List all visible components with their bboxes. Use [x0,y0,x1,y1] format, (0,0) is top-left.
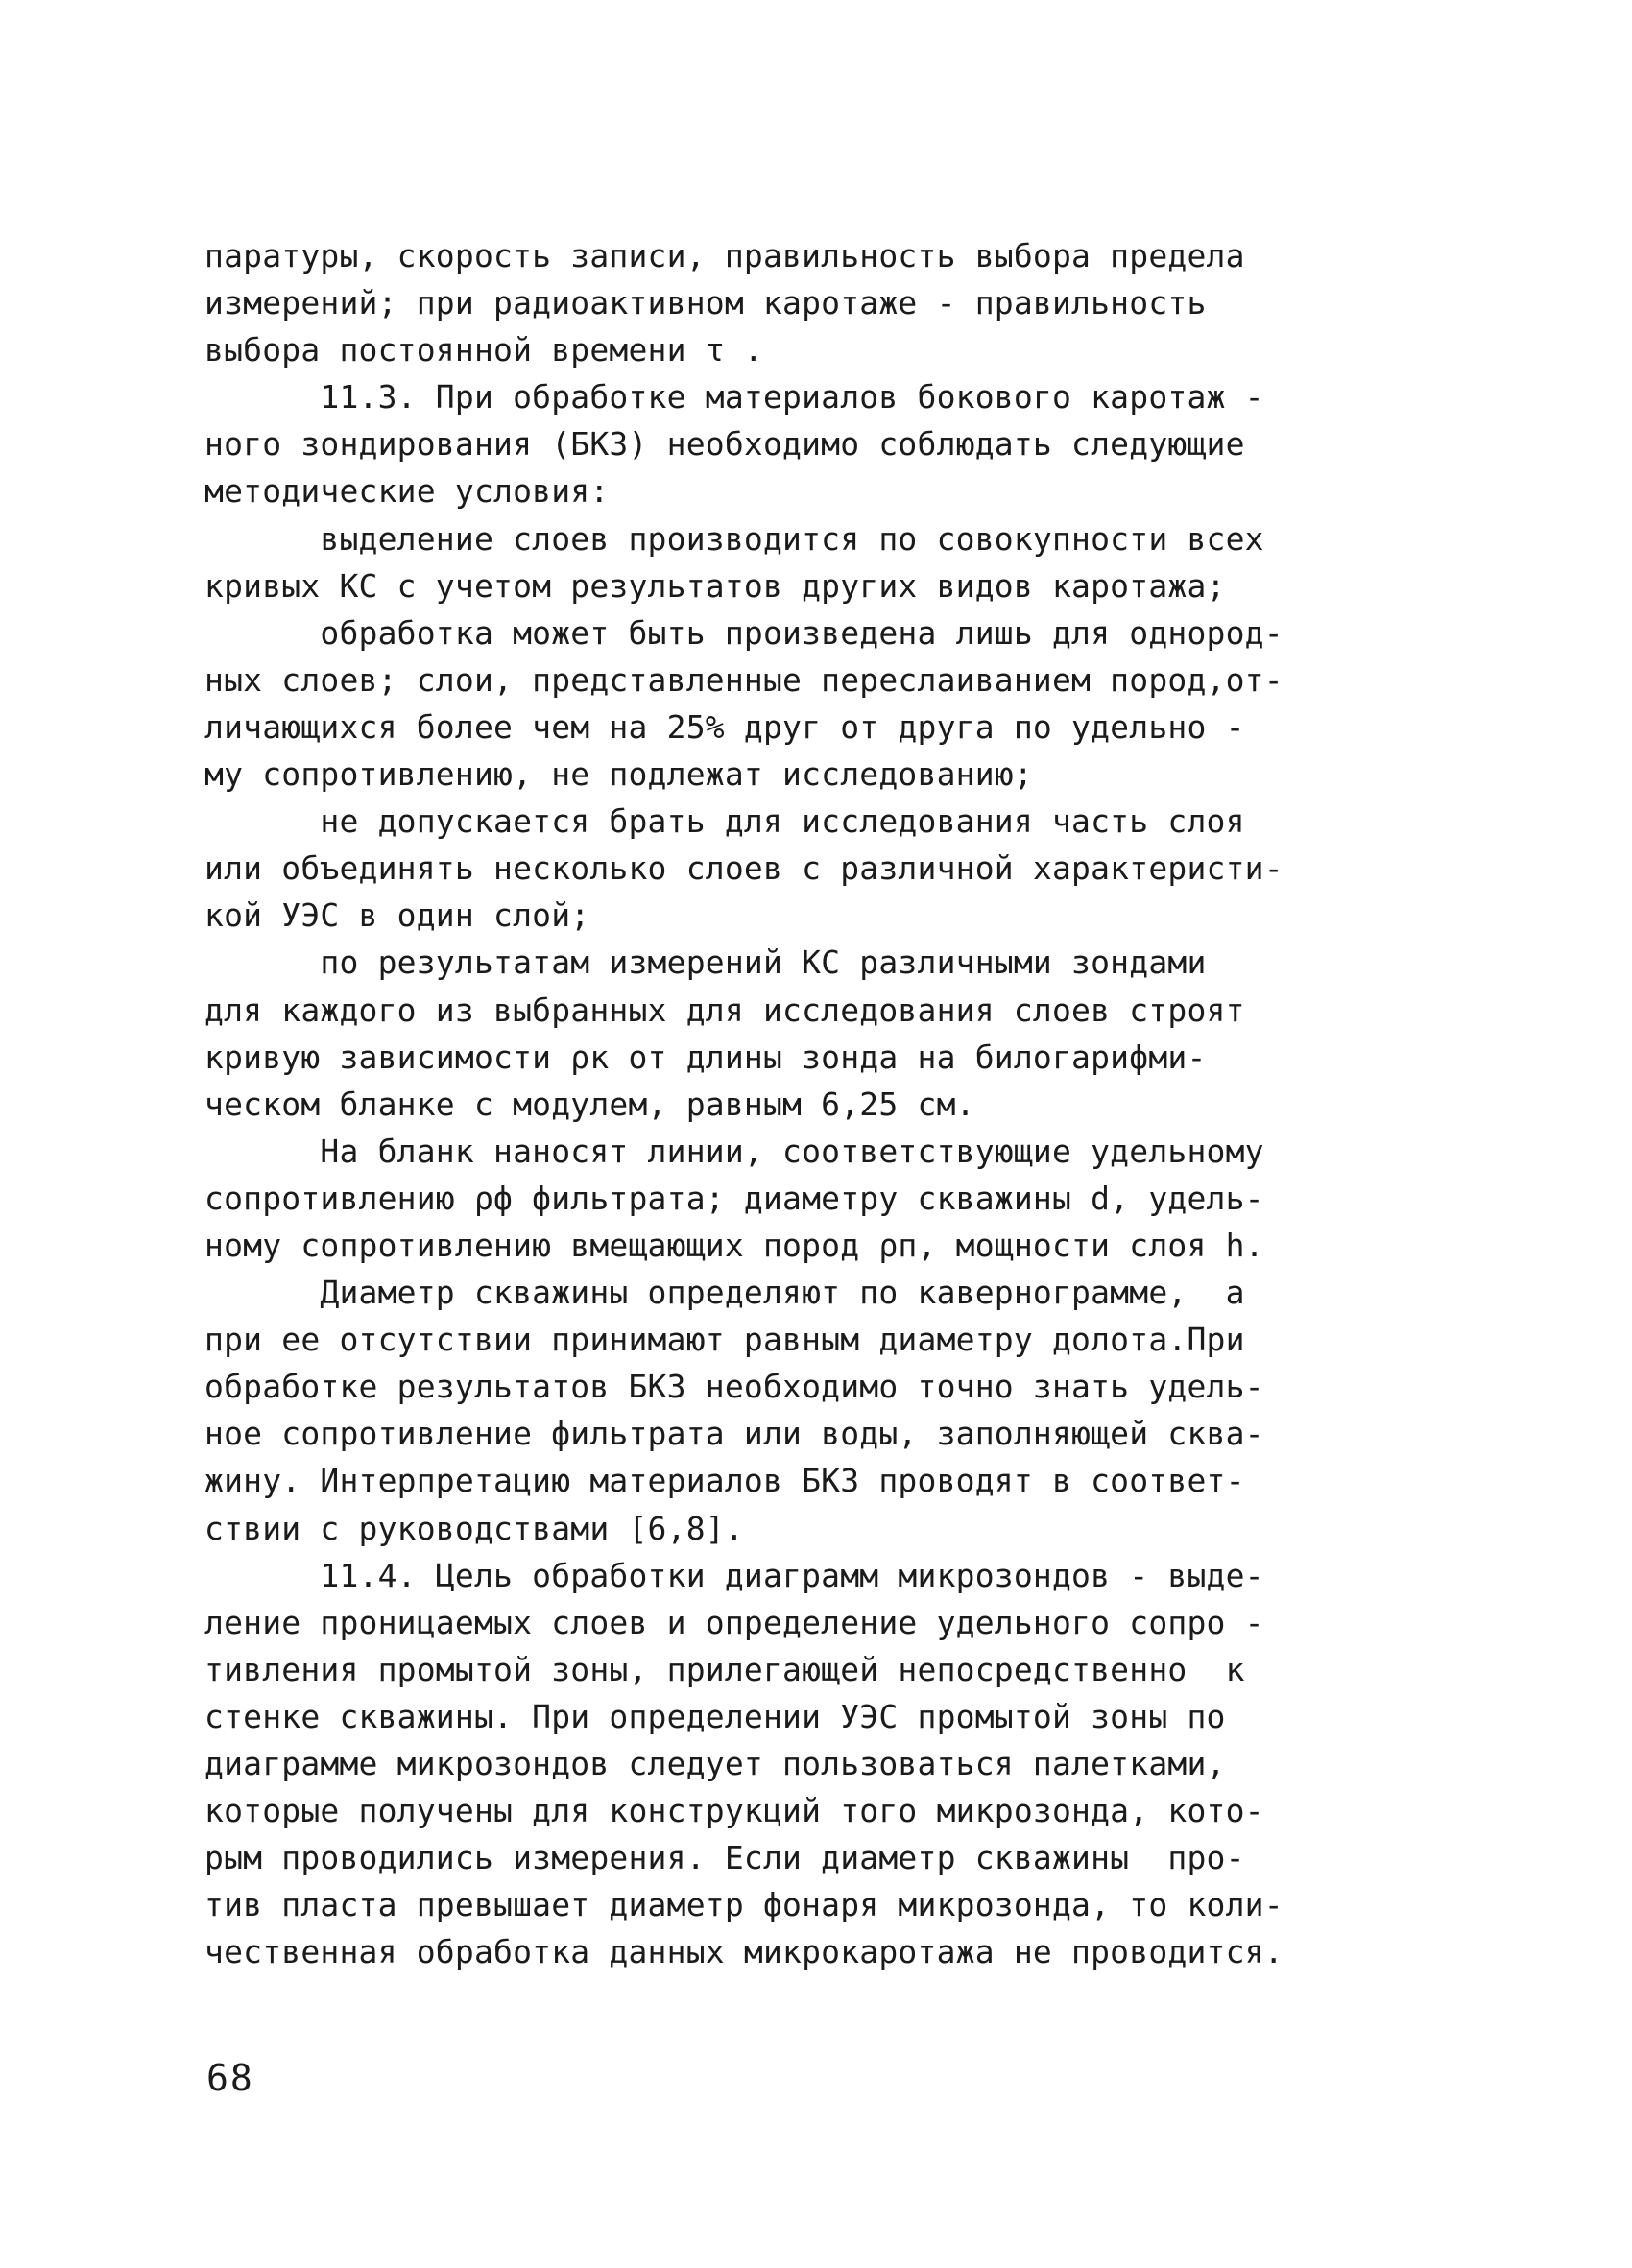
text-line: 11.4. Цель обработки диаграмм микрозондов - выде- [204,1556,1264,1594]
text-line: выбора постоянной времени τ . [204,331,763,370]
text-line: тивления промытой зоны, прилегающей непосредственно к [204,1650,1245,1688]
text-line: или объединять несколько слоев с различной характеристи- [204,849,1284,888]
text-line: сопротивлению ρф фильтрата; диаметру скважины d, удель- [204,1179,1264,1217]
body-text [204,232,1443,1975]
text-line: ного зондирования (БКЗ) необходимо соблюдать следующие [204,425,1245,464]
text-line: ствии с руководствами [6,8]. [204,1509,744,1547]
text-line: измерений; при радиоактивном каротаже - правильность [204,284,1207,322]
text-line: ческом бланке с модулем, равным 6,25 см. [204,1085,975,1123]
text-line: му сопротивлению, не подлежат исследованию; [204,755,1033,794]
text-line: 11.3. При обработке материалов бокового каротаж - [204,378,1264,417]
text-line: паратуры, скорость записи, правильность выбора предела [204,237,1245,275]
text-line: диаграмме микрозондов следует пользоваться палетками, [204,1745,1226,1782]
text-line: кой УЭС в один слой; [204,896,590,935]
page-number: 68 [206,2057,254,2099]
text-line: кривых КС с учетом результатов других видов каротажа; [204,566,1226,605]
text-line: ление проницаемых слоев и определение удельного сопро - [204,1603,1264,1641]
text-line: не допускается брать для исследования часть слоя [204,802,1245,841]
text-line: для каждого из выбранных для исследования слоев строят [204,991,1245,1029]
text-line: ному сопротивлению вмещающих пород ρп, мощности слоя h. [204,1226,1264,1264]
text-line: стенке скважины. При определении УЭС промытой зоны по [204,1697,1226,1735]
text-line: которые получены для конструкций того микрозонда, кото- [204,1792,1264,1830]
text-line: тив пласта превышает диаметр фонаря микрозонда, то коли- [204,1886,1284,1924]
text-line: выделение слоев производится по совокупности всех [204,519,1264,558]
text-line: личающихся более чем на 25% друг от друга по удельно - [204,707,1245,746]
text-line: жину. Интерпретацию материалов БКЗ проводят в соответ- [204,1462,1245,1500]
text-line: ных слоев; слои, представленные переслаиванием пород,от- [204,660,1284,699]
text-line: обработка может быть произведена лишь для однород- [204,613,1284,652]
text-line: рым проводились измерения. Если диаметр скважины про- [204,1839,1245,1877]
text-line: ное сопротивление фильтрата или воды, заполняющей сква- [204,1415,1264,1453]
text-line: кривую зависимости ρк от длины зонда на билогарифми- [204,1038,1207,1076]
text-line: На бланк наносят линии, соответствующие удельному [204,1132,1264,1170]
text-line: при ее отсутствии принимают равным диаметру долота.При [204,1321,1245,1359]
text-line: Диаметр скважины определяют по кавернограмме, а [204,1274,1245,1312]
text-line: методические условия: [204,472,610,511]
text-line: по результатам измерений КС различными зондами [204,943,1207,982]
text-line: обработке результатов БКЗ необходимо точно знать удель- [204,1368,1264,1406]
text-line: чественная обработка данных микрокаротажа не проводится. [204,1933,1284,1971]
